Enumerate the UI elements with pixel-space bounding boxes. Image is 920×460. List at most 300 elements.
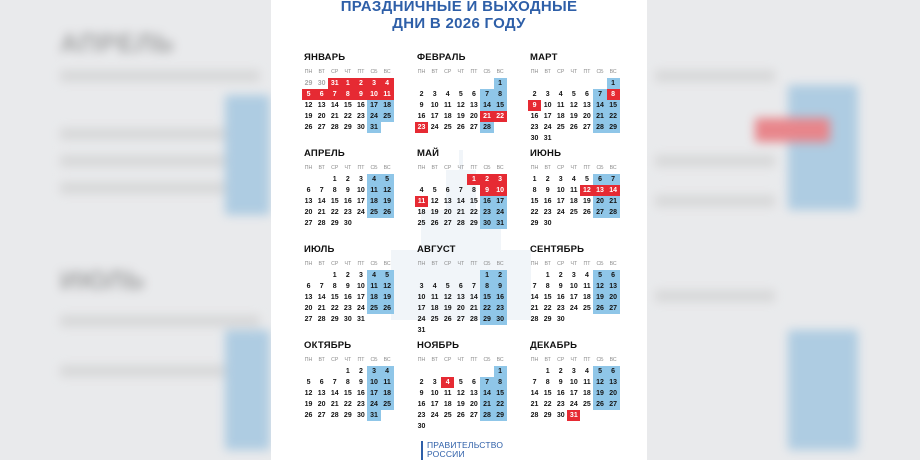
weekend-day-cell: 31 xyxy=(494,218,507,229)
month-day-grid xyxy=(415,163,507,229)
workday-cell: 5 xyxy=(445,283,450,290)
weekday-header: ЧТ xyxy=(344,165,352,171)
weekend-day-cell: 17 xyxy=(367,100,380,111)
month-day-grid xyxy=(415,67,507,133)
month-day-grid xyxy=(528,67,620,144)
workday-cell: 12 xyxy=(456,390,465,397)
empty-day-cell xyxy=(315,366,328,377)
workday-cell: 3 xyxy=(432,379,437,386)
month-day-grid xyxy=(302,67,394,133)
empty-day-cell xyxy=(607,314,620,325)
workday-cell: 25 xyxy=(443,124,452,131)
weekend-day-cell: 19 xyxy=(593,388,606,399)
workday-cell: 9 xyxy=(358,379,363,386)
workday-cell: 19 xyxy=(304,113,313,120)
empty-day-cell xyxy=(428,421,441,432)
weekday-header: ЧТ xyxy=(570,261,578,267)
workday-cell: 17 xyxy=(556,198,565,205)
weekend-day-cell: 11 xyxy=(367,281,380,292)
workday-cell: 23 xyxy=(543,209,552,216)
empty-day-cell xyxy=(441,325,454,336)
month-name: АПРЕЛЬ xyxy=(304,148,345,159)
workday-cell: 24 xyxy=(543,124,552,131)
workday-cell: 1 xyxy=(545,368,550,375)
workday-cell: 3 xyxy=(358,272,363,279)
workday-cell: 15 xyxy=(470,198,478,205)
weekend-day-cell: 19 xyxy=(381,196,394,207)
empty-day-cell xyxy=(415,174,428,185)
holiday-day-cell: 10 xyxy=(494,185,507,196)
weekday-header: СБ xyxy=(370,261,378,267)
weekday-header: ПТ xyxy=(357,261,365,267)
weekend-day-cell: 5 xyxy=(593,270,606,281)
workday-cell: 14 xyxy=(317,294,326,301)
workday-cell: 23 xyxy=(343,209,352,216)
workday-cell: 2 xyxy=(558,368,563,375)
month-name: СЕНТЯБРЬ xyxy=(530,244,585,255)
workday-cell: 30 xyxy=(343,316,352,323)
weekend-day-cell: 10 xyxy=(367,377,380,388)
workday-cell: 5 xyxy=(458,379,463,386)
workday-cell: 10 xyxy=(569,283,578,290)
holiday-day-cell: 6 xyxy=(315,89,328,100)
workday-cell: 24 xyxy=(417,316,426,323)
workday-cell: 13 xyxy=(304,294,313,301)
empty-day-cell xyxy=(593,133,606,144)
workday-cell: 20 xyxy=(470,401,478,408)
weekend-day-cell: 5 xyxy=(381,174,394,185)
workday-cell: 24 xyxy=(430,124,439,131)
empty-day-cell xyxy=(554,218,567,229)
workday-cell: 16 xyxy=(357,102,365,109)
workday-cell: 21 xyxy=(530,305,539,312)
weekend-day-cell: 26 xyxy=(381,303,394,314)
empty-day-cell xyxy=(567,218,580,229)
workday-cell: 15 xyxy=(330,198,339,205)
workday-cell: 13 xyxy=(470,390,478,397)
weekday-header: СБ xyxy=(483,69,491,75)
weekday-header: ПН xyxy=(417,261,426,267)
workday-cell: 2 xyxy=(545,176,550,183)
workday-cell: 16 xyxy=(556,294,565,301)
weekend-day-cell: 14 xyxy=(480,100,493,111)
weekday-header: ЧТ xyxy=(570,357,578,363)
weekend-day-cell: 26 xyxy=(593,303,606,314)
holiday-day-cell: 23 xyxy=(415,122,428,133)
weekday-header: ПН xyxy=(530,261,539,267)
empty-day-cell xyxy=(580,410,593,421)
empty-day-cell xyxy=(528,270,541,281)
workday-cell: 6 xyxy=(319,379,324,386)
workday-cell: 16 xyxy=(530,113,539,120)
empty-day-cell xyxy=(467,421,480,432)
weekday-header: СБ xyxy=(370,165,378,171)
workday-cell: 2 xyxy=(532,91,537,98)
weekday-header: ПН xyxy=(530,357,539,363)
weekend-day-cell: 30 xyxy=(494,314,507,325)
workday-cell: 5 xyxy=(306,379,311,386)
workday-cell: 30 xyxy=(357,412,365,419)
weekday-header: ЧТ xyxy=(344,261,352,267)
empty-day-cell xyxy=(607,410,620,421)
workday-cell: 9 xyxy=(545,187,550,194)
weekday-header: ВС xyxy=(496,261,504,267)
workday-cell: 19 xyxy=(456,113,465,120)
workday-cell: 24 xyxy=(569,305,578,312)
weekday-header: СР xyxy=(557,357,565,363)
workday-cell: 10 xyxy=(430,102,439,109)
workday-cell: 25 xyxy=(583,305,591,312)
workday-cell: 2 xyxy=(558,272,563,279)
workday-cell: 16 xyxy=(343,294,352,301)
weekend-day-cell: 23 xyxy=(494,303,507,314)
empty-day-cell xyxy=(467,325,480,336)
weekend-day-cell: 27 xyxy=(607,399,620,410)
workday-cell: 27 xyxy=(304,316,313,323)
government-logo xyxy=(421,441,503,460)
workday-cell: 12 xyxy=(430,198,439,205)
weekend-day-cell: 13 xyxy=(607,377,620,388)
workday-cell: 1 xyxy=(532,176,537,183)
workday-cell: 5 xyxy=(432,187,437,194)
workday-cell: 21 xyxy=(470,305,478,312)
weekday-header: ПТ xyxy=(357,69,365,75)
workday-cell: 22 xyxy=(543,305,552,312)
weekend-day-cell: 26 xyxy=(593,399,606,410)
workday-cell: 17 xyxy=(569,294,578,301)
workday-cell: 8 xyxy=(471,187,476,194)
weekday-header: СБ xyxy=(370,357,378,363)
weekday-header: СБ xyxy=(483,165,491,171)
workday-cell: 4 xyxy=(445,91,450,98)
holiday-day-cell: 4 xyxy=(381,78,394,89)
weekend-day-cell: 8 xyxy=(480,281,493,292)
workday-cell: 29 xyxy=(343,124,352,131)
empty-day-cell xyxy=(580,78,593,89)
workday-cell: 9 xyxy=(345,283,350,290)
workday-cell: 30 xyxy=(357,124,365,131)
empty-day-cell xyxy=(454,366,467,377)
workday-cell: 27 xyxy=(470,124,478,131)
workday-cell: 10 xyxy=(569,379,578,386)
weekend-day-cell: 28 xyxy=(593,122,606,133)
empty-day-cell xyxy=(541,78,554,89)
weekend-day-cell: 16 xyxy=(480,196,493,207)
month-name: МАРТ xyxy=(530,52,558,63)
weekend-day-cell: 17 xyxy=(494,196,507,207)
workday-cell: 12 xyxy=(569,102,578,109)
workday-cell: 28 xyxy=(530,412,539,419)
weekend-day-cell: 21 xyxy=(593,111,606,122)
weekday-header: ЧТ xyxy=(570,165,578,171)
workday-cell: 18 xyxy=(430,305,439,312)
weekend-day-cell: 1 xyxy=(607,78,620,89)
workday-cell: 22 xyxy=(330,209,339,216)
weekend-day-cell: 16 xyxy=(494,292,507,303)
weekday-header: ВТ xyxy=(318,165,325,171)
workday-cell: 8 xyxy=(345,379,350,386)
empty-day-cell xyxy=(467,78,480,89)
holiday-day-cell: 3 xyxy=(494,174,507,185)
workday-cell: 28 xyxy=(330,412,339,419)
weekday-header: ВТ xyxy=(318,357,325,363)
workday-cell: 31 xyxy=(417,327,426,334)
weekday-header: ПН xyxy=(304,261,313,267)
workday-cell: 14 xyxy=(530,390,539,397)
workday-cell: 27 xyxy=(304,220,313,227)
workday-cell: 19 xyxy=(456,401,465,408)
weekend-day-cell: 15 xyxy=(494,100,507,111)
empty-day-cell xyxy=(454,174,467,185)
weekday-header: ЧТ xyxy=(457,69,465,75)
weekday-header: ВС xyxy=(609,165,617,171)
workday-cell: 26 xyxy=(456,124,465,131)
workday-cell: 13 xyxy=(317,102,326,109)
workday-cell: 9 xyxy=(558,379,563,386)
workday-cell: 22 xyxy=(530,209,539,216)
workday-cell: 27 xyxy=(317,412,326,419)
background-month-title: АПРЕЛЬ xyxy=(60,28,175,58)
empty-day-cell xyxy=(428,270,441,281)
workday-cell: 27 xyxy=(456,316,465,323)
workday-cell: 7 xyxy=(319,283,324,290)
empty-day-cell xyxy=(593,218,606,229)
weekday-header: ПТ xyxy=(470,357,478,363)
weekend-day-cell: 5 xyxy=(381,270,394,281)
weekend-day-cell: 15 xyxy=(480,292,493,303)
workday-cell: 25 xyxy=(569,209,578,216)
logo-text-line-2: РОССИИ xyxy=(427,449,465,459)
empty-day-cell xyxy=(441,270,454,281)
workday-cell: 12 xyxy=(304,390,313,397)
weekday-header: ВС xyxy=(383,357,391,363)
workday-cell: 11 xyxy=(557,102,565,109)
workday-cell: 23 xyxy=(556,305,565,312)
workday-cell: 20 xyxy=(470,113,478,120)
holiday-day-cell: 4 xyxy=(441,377,454,388)
month-day-grid xyxy=(415,355,507,432)
workday-cell: 6 xyxy=(471,379,476,386)
month-day-grid xyxy=(528,259,620,325)
weekday-header: ЧТ xyxy=(457,165,465,171)
workday-cell: 24 xyxy=(569,401,578,408)
workday-cell: 17 xyxy=(357,294,365,301)
workday-cell: 21 xyxy=(330,401,339,408)
workday-cell: 18 xyxy=(583,294,591,301)
workday-cell: 30 xyxy=(343,220,352,227)
empty-day-cell xyxy=(315,270,328,281)
holiday-day-cell: 22 xyxy=(494,111,507,122)
workday-cell: 1 xyxy=(345,368,350,375)
weekday-header: ПН xyxy=(304,69,313,75)
workday-cell: 4 xyxy=(584,368,589,375)
workday-cell: 3 xyxy=(571,368,576,375)
weekend-day-cell: 29 xyxy=(494,410,507,421)
empty-day-cell xyxy=(441,174,454,185)
month-name: ЯНВАРЬ xyxy=(304,52,346,63)
weekend-day-cell: 7 xyxy=(480,377,493,388)
weekday-header: ПТ xyxy=(470,165,478,171)
workday-cell: 17 xyxy=(430,401,439,408)
holiday-day-cell: 3 xyxy=(367,78,380,89)
workday-cell: 14 xyxy=(330,390,339,397)
holiday-day-cell: 31 xyxy=(567,410,580,421)
workday-cell: 14 xyxy=(470,294,478,301)
empty-day-cell xyxy=(467,270,480,281)
workday-cell: 3 xyxy=(558,176,563,183)
workday-cell: 15 xyxy=(543,390,552,397)
workday-cell: 26 xyxy=(569,124,578,131)
empty-day-cell xyxy=(480,421,493,432)
weekday-header: ВТ xyxy=(318,261,325,267)
workday-cell: 2 xyxy=(345,176,350,183)
empty-day-cell xyxy=(480,325,493,336)
weekend-day-cell: 12 xyxy=(593,377,606,388)
weekend-day-cell: 24 xyxy=(367,399,380,410)
workday-cell: 7 xyxy=(471,283,476,290)
workday-cell: 15 xyxy=(530,198,539,205)
holiday-day-cell: 31 xyxy=(328,78,341,89)
weekend-day-cell: 28 xyxy=(607,207,620,218)
workday-cell: 19 xyxy=(569,113,578,120)
weekend-day-cell: 12 xyxy=(593,281,606,292)
workday-cell: 23 xyxy=(530,124,539,131)
workday-cell: 29 xyxy=(343,412,352,419)
weekend-day-cell: 1 xyxy=(494,366,507,377)
weekend-day-cell: 17 xyxy=(367,388,380,399)
workday-cell: 19 xyxy=(304,401,313,408)
workday-cell: 6 xyxy=(584,91,589,98)
weekday-header: СР xyxy=(557,261,565,267)
empty-day-cell xyxy=(302,270,315,281)
workday-cell: 18 xyxy=(583,390,591,397)
workday-cell: 23 xyxy=(357,113,365,120)
empty-day-cell xyxy=(494,325,507,336)
workday-cell: 11 xyxy=(444,390,452,397)
weekday-header: ПН xyxy=(304,165,313,171)
weekend-day-cell: 1 xyxy=(480,270,493,281)
workday-cell: 30 xyxy=(530,135,539,142)
weekday-header: СБ xyxy=(596,261,604,267)
workday-cell: 20 xyxy=(304,305,313,312)
weekend-day-cell: 22 xyxy=(607,111,620,122)
weekday-header: СБ xyxy=(483,261,491,267)
empty-day-cell xyxy=(428,174,441,185)
workday-cell: 22 xyxy=(470,209,478,216)
workday-cell: 7 xyxy=(532,379,537,386)
holiday-day-cell: 11 xyxy=(381,89,394,100)
workday-cell: 3 xyxy=(419,283,424,290)
workday-cell: 21 xyxy=(456,209,465,216)
weekday-header: ПТ xyxy=(357,357,365,363)
workday-cell: 30 xyxy=(556,316,565,323)
weekend-day-cell: 27 xyxy=(607,303,620,314)
holiday-day-cell: 1 xyxy=(341,78,354,89)
holiday-day-cell: 1 xyxy=(467,174,480,185)
workday-cell: 18 xyxy=(443,401,452,408)
weekend-day-cell: 20 xyxy=(607,388,620,399)
workday-cell: 18 xyxy=(417,209,426,216)
workday-cell: 24 xyxy=(430,412,439,419)
month-day-grid xyxy=(415,259,507,336)
workday-cell: 31 xyxy=(543,135,552,142)
holiday-day-cell: 14 xyxy=(607,185,620,196)
weekday-header: СР xyxy=(444,357,452,363)
weekend-day-cell: 29 xyxy=(607,122,620,133)
workday-cell: 11 xyxy=(583,379,591,386)
empty-day-cell xyxy=(415,366,428,377)
workday-cell: 10 xyxy=(357,283,365,290)
month-name: ИЮНЬ xyxy=(530,148,562,159)
empty-day-cell xyxy=(415,78,428,89)
calendar-card xyxy=(271,0,647,460)
empty-day-cell xyxy=(454,270,467,281)
weekend-day-cell: 23 xyxy=(480,207,493,218)
holiday-day-cell: 5 xyxy=(302,89,315,100)
weekday-header: ВТ xyxy=(544,357,551,363)
workday-cell: 20 xyxy=(456,305,465,312)
workday-cell: 24 xyxy=(357,305,365,312)
workday-cell: 18 xyxy=(443,113,452,120)
weekday-header: ВС xyxy=(383,165,391,171)
workday-cell: 30 xyxy=(556,412,565,419)
workday-cell: 25 xyxy=(417,220,426,227)
workday-cell: 22 xyxy=(330,305,339,312)
holiday-day-cell: 12 xyxy=(580,185,593,196)
workday-cell: 9 xyxy=(419,390,424,397)
month-name: ИЮЛЬ xyxy=(304,244,335,255)
workday-cell: 13 xyxy=(456,294,465,301)
workday-cell: 8 xyxy=(332,187,337,194)
workday-cell: 28 xyxy=(330,124,339,131)
weekday-header: СР xyxy=(557,69,565,75)
weekday-header: ВС xyxy=(609,357,617,363)
weekday-header: ПТ xyxy=(583,357,591,363)
weekday-header: ЧТ xyxy=(344,69,352,75)
workday-cell: 17 xyxy=(357,198,365,205)
workday-cell: 23 xyxy=(417,412,426,419)
workday-cell: 20 xyxy=(304,209,313,216)
workday-cell: 2 xyxy=(358,368,363,375)
workday-cell: 12 xyxy=(443,294,452,301)
workday-cell: 21 xyxy=(317,209,326,216)
workday-cell: 5 xyxy=(571,91,576,98)
weekend-day-cell: 24 xyxy=(367,111,380,122)
workday-cell: 10 xyxy=(556,187,565,194)
adjacent-month-day-cell: 29 xyxy=(304,80,313,87)
workday-cell: 21 xyxy=(530,401,539,408)
workday-cell: 6 xyxy=(306,187,311,194)
holiday-day-cell: 9 xyxy=(354,89,367,100)
holiday-day-cell: 9 xyxy=(480,185,493,196)
empty-day-cell xyxy=(367,218,380,229)
workday-cell: 28 xyxy=(530,316,539,323)
empty-day-cell xyxy=(454,78,467,89)
weekend-day-cell: 25 xyxy=(381,399,394,410)
workday-cell: 4 xyxy=(558,91,563,98)
workday-cell: 28 xyxy=(317,316,326,323)
workday-cell: 23 xyxy=(343,305,352,312)
workday-cell: 2 xyxy=(419,379,424,386)
adjacent-month-day-cell: 30 xyxy=(317,80,326,87)
month-name: ДЕКАБРЬ xyxy=(530,340,578,351)
empty-day-cell xyxy=(480,366,493,377)
workday-cell: 5 xyxy=(458,91,463,98)
workday-cell: 26 xyxy=(456,412,465,419)
workday-cell: 30 xyxy=(543,220,552,227)
weekend-day-cell: 25 xyxy=(367,303,380,314)
weekend-day-cell: 12 xyxy=(381,281,394,292)
